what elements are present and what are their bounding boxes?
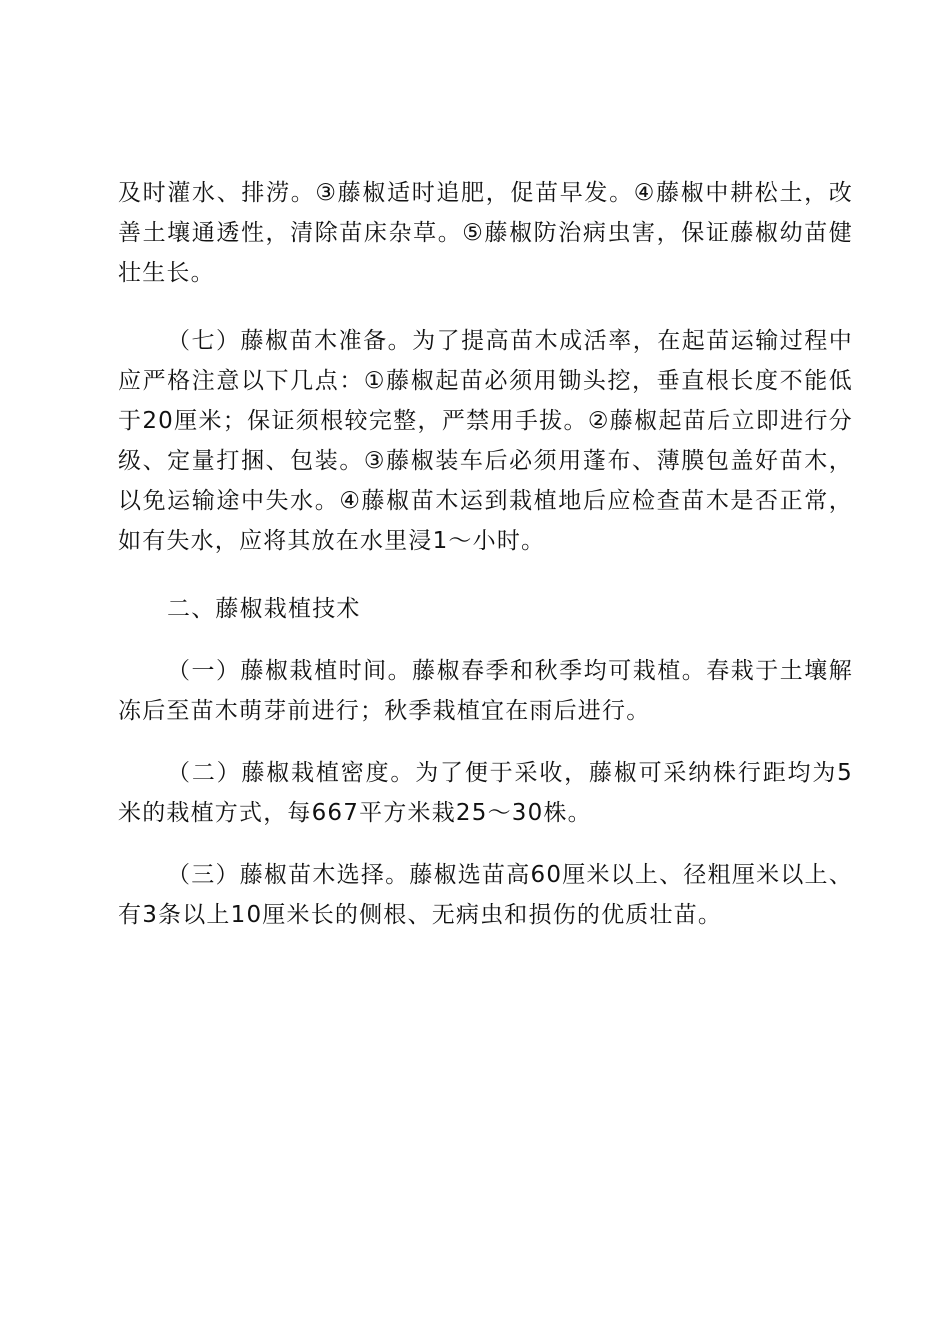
- paragraph-seedling-selection: （三）藤椒苗木选择。藤椒选苗高60厘米以上、径粗厘米以上、有3条以上10厘米长的侧根、无病虫和损伤的优质壮苗。: [118, 862, 853, 928]
- paragraph-planting-time: （一）藤椒栽植时间。藤椒春季和秋季均可栽植。春栽于土壤解冻后至苗木萌芽前进行；秋季栽植宜在雨后进行。: [118, 658, 853, 724]
- paragraph-seedling-preparation: （七）藤椒苗木准备。为了提高苗木成活率，在起苗运输过程中应严格注意以下几点：①藤椒起苗必须用锄头挖，垂直根长度不能低于20厘米；保证须根较完整，严禁用手拔。②藤椒起苗后立即进行分级、定量打捆、包装。③藤椒装车后必须用蓬布、薄膜包盖好苗木，以免运输途中失水。④藤椒苗木运到栽植地后应检查苗木是否正常，如有失水，应将其放在水里浸1～小时。: [118, 328, 853, 554]
- section-heading-planting-technique: 二、藤椒栽植技术: [167, 596, 361, 622]
- paragraph-continuation: 及时灌水、排涝。③藤椒适时追肥，促苗早发。④藤椒中耕松土，改善土壤通透性，清除苗床杂草。⑤藤椒防治病虫害，保证藤椒幼苗健壮生长。: [118, 180, 853, 286]
- paragraph-planting-density: （二）藤椒栽植密度。为了便于采收，藤椒可采纳株行距均为5米的栽植方式，每667平方米栽25～30株。: [118, 760, 853, 826]
- document-body: [118, 173, 853, 935]
